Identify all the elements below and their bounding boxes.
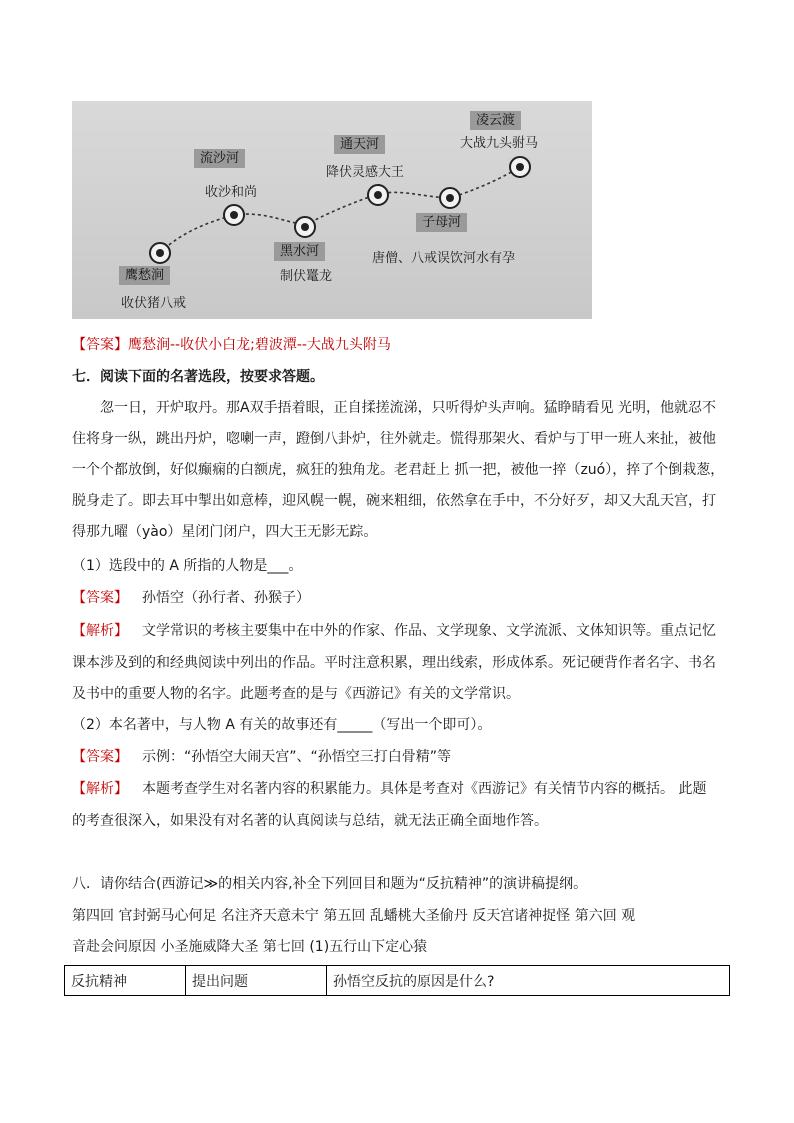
node-caption-zimuhe: 唐僧、八戒误饮河水有孕 <box>372 251 516 266</box>
answer-text: 孙悟空（孙行者、孙猴子） <box>142 590 310 606</box>
answer-tag: 【答案】 <box>72 749 128 765</box>
answer-text: 鹰愁涧--收伏小白龙;碧波潭--大战九头附马 <box>128 337 391 353</box>
q7-passage-line-4: 脱身走了。即去耳中掣出如意棒，迎风幌一幌，碗来粗细，依然拿在手中，不分好歹，却又大乱天宫，打 <box>72 493 716 509</box>
node-caption-liushahe: 收沙和尚 <box>205 185 258 200</box>
node-caption-tongtianhe: 降伏灵感大王 <box>326 165 405 180</box>
q7-passage-line-2: 住将身一纵，跳出丹炉，唿喇一声，蹬倒八卦炉，往外就走。慌得那架火、看炉与丁甲一班人来扯，被他 <box>72 431 716 447</box>
q7-sub1-analysis-3: 及书中的重要人物的名字。此题考查的是与《西游记》有关的文学常识。 <box>72 686 520 702</box>
node-caption-yingchoujian: 收伏猪八戒 <box>121 296 187 311</box>
analysis-tag: 【解析】 <box>72 781 128 797</box>
node-label-lingyundu: 凌云渡 <box>470 111 521 130</box>
q8-chapters-line-2: 音赴会问原因 小圣施威降大圣 第七回 (1)五行山下定心猿 <box>72 939 428 955</box>
q7-sub1-analysis-2: 课本涉及到的和经典阅读中列出的作品。平时注意积累，理出线索，形成体系。死记硬背作者名字、书名 <box>72 655 716 671</box>
q7-sub1-question: （1）选段中的 A 所指的人物是___。 <box>72 558 303 574</box>
answer-text: 示例：“孙悟空大闹天宫”、“孙悟空三打白骨精”等 <box>142 749 452 765</box>
table-row <box>65 966 730 996</box>
q7-passage-line-1: 忽一日，开炉取丹。那A双手捂着眼，正自揉搓流涕，只听得炉头声响。猛睁睛看见 光明，他就忍不 <box>100 400 717 416</box>
node-label-tongtianhe: 通天河 <box>334 135 385 154</box>
q7-sub2-question: （2）本名著中，与人物 A 有关的故事还有_____（写出一个即可）。 <box>72 717 492 733</box>
q7-passage-line-3: 一个个都放倒，好似癫痫的白额虎，疯狂的独角龙。老君赶上 抓一把，被他一捽（zuó），捽了个倒栽葱， <box>72 462 725 478</box>
node-label-liushahe: 流沙河 <box>194 149 245 168</box>
table-cell: 反抗精神 <box>65 966 186 996</box>
q7-sub2-analysis-2: 的考查很深入，如果没有对名著的认真阅读与总结，就无法正确全面地作答。 <box>72 813 548 829</box>
q8-title: 八．请你结合(西游记≫的相关内容,补全下列回目和题为“反抗精神”的演讲稿提纲。 <box>72 876 588 892</box>
analysis-text: 本题考查学生对名著内容的积累能力。具体是考查对《西游记》有关情节内容的概括。 此题 <box>142 781 707 797</box>
node-caption-heishuihe: 制伏鼍龙 <box>280 269 333 284</box>
analysis-text: 文学常识的考核主要集中在中外的作家、作品、文学现象、文学流派、文体知识等。重点记忆 <box>142 623 716 639</box>
answer-tag: 【答案】 <box>72 590 128 606</box>
node-label-zimuhe: 子母河 <box>416 213 467 232</box>
q7-sub1-answer <box>72 588 310 608</box>
route-figure <box>72 101 592 319</box>
q7-sub2-answer <box>72 747 451 767</box>
speech-outline-table <box>64 965 730 996</box>
node-label-yingchoujian: 鹰愁涧 <box>119 266 170 285</box>
node-caption-lingyundu: 大战九头驸马 <box>460 136 539 151</box>
node-label-heishuihe: 黑水河 <box>274 242 325 261</box>
q7-title: 七．阅读下面的名著选段，按要求答题。 <box>72 369 324 385</box>
table-cell: 提出问题 <box>186 966 327 996</box>
analysis-tag: 【解析】 <box>72 623 128 639</box>
answer-line-1 <box>72 335 391 355</box>
q7-sub2-analysis-1 <box>72 779 706 799</box>
table-cell: 孙悟空反抗的原因是什么? <box>327 966 730 996</box>
q8-chapters-line-1: 第四回 官封弼马心何足 名注齐天意未宁 第五回 乱蟠桃大圣偷丹 反天宫诸神捉怪 第六回 观 <box>72 908 636 924</box>
answer-tag: 【答案】 <box>72 337 128 353</box>
q7-sub1-analysis-1 <box>72 621 716 641</box>
q7-passage-line-5: 得那九曜（yào）星闭门闭户，四大王无影无踪。 <box>72 524 378 540</box>
